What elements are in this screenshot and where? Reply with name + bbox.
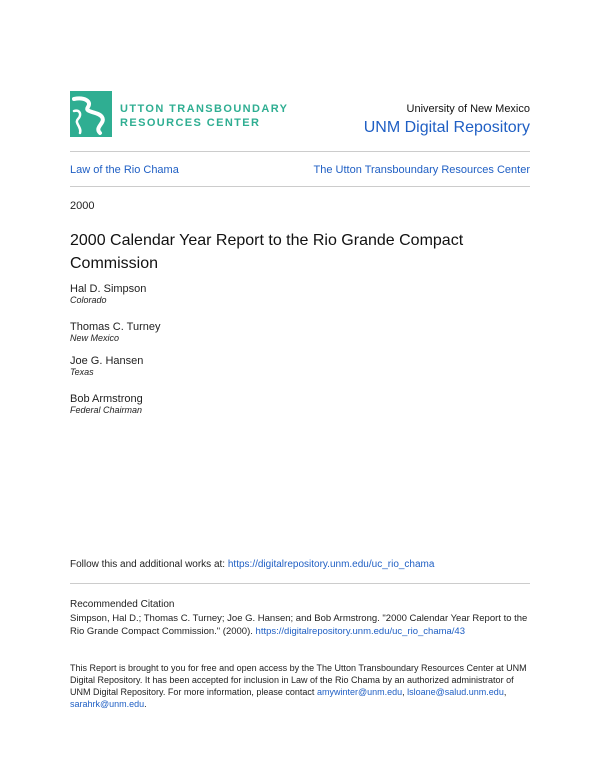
author-name: Joe G. Hansen xyxy=(70,355,144,367)
publication-year: 2000 xyxy=(70,200,95,212)
email-link[interactable]: lsloane@salud.unm.edu xyxy=(407,687,504,697)
citation-url-link[interactable]: https://digitalrepository.unm.edu/uc_rio_chama/43 xyxy=(255,626,465,637)
divider xyxy=(70,186,530,187)
author-name: Hal D. Simpson xyxy=(70,283,147,295)
logo-text-line2: RESOURCES CENTER xyxy=(120,117,261,129)
citation-text xyxy=(70,612,530,638)
follow-text: Follow this and additional works at: xyxy=(70,559,228,570)
follow-line xyxy=(70,559,434,570)
email-link[interactable]: sarahrk@unm.edu xyxy=(70,699,145,709)
citation-heading: Recommended Citation xyxy=(70,599,175,610)
author-affiliation: Federal Chairman xyxy=(70,405,143,415)
author-affiliation: Colorado xyxy=(70,295,107,305)
notice-body: This Report is brought to you for free and open access by the The Utton Transboundary Resources Center at UNM Digital Repository. It has been accepted for inclusion in Law of the Rio Chama by an authorized administrator of UNM Digital Repository. For more information, please contact xyxy=(70,663,527,697)
author-name: Bob Armstrong xyxy=(70,393,143,405)
logo-text-line1: UTTON TRANSBOUNDARY xyxy=(120,103,289,115)
author-block xyxy=(70,393,143,415)
author-name: Thomas C. Turney xyxy=(70,321,161,333)
utton-center-logo-icon xyxy=(70,91,112,137)
author-block xyxy=(70,283,146,305)
collection-url-link[interactable]: https://digitalrepository.unm.edu/uc_rio_chama xyxy=(227,559,435,570)
author-affiliation: New Mexico xyxy=(70,333,120,343)
author-block xyxy=(70,321,160,343)
period: . xyxy=(144,699,147,709)
divider xyxy=(70,583,530,584)
center-link[interactable]: The Utton Transboundary Resources Center xyxy=(313,164,530,176)
author-affiliation: Texas xyxy=(70,367,94,377)
collection-link[interactable]: Law of the Rio Chama xyxy=(70,164,179,176)
citation-body: Simpson, Hal D.; Thomas C. Turney; Joe G. Hansen; and Bob Armstrong. "2000 Calendar Year Report to the Rio Grande Compact Commission." (2000). xyxy=(70,613,528,637)
repository-link[interactable]: UNM Digital Repository xyxy=(363,119,530,136)
author-block xyxy=(70,355,143,377)
university-name: University of New Mexico xyxy=(406,103,530,115)
page-title: 2000 Calendar Year Report to the Rio Grande Compact Commission xyxy=(70,232,464,272)
email-link[interactable]: amywinter@unm.edu xyxy=(316,687,403,697)
separator: , xyxy=(503,687,507,697)
access-notice xyxy=(70,662,530,710)
separator: , xyxy=(402,687,408,697)
divider xyxy=(70,151,530,152)
